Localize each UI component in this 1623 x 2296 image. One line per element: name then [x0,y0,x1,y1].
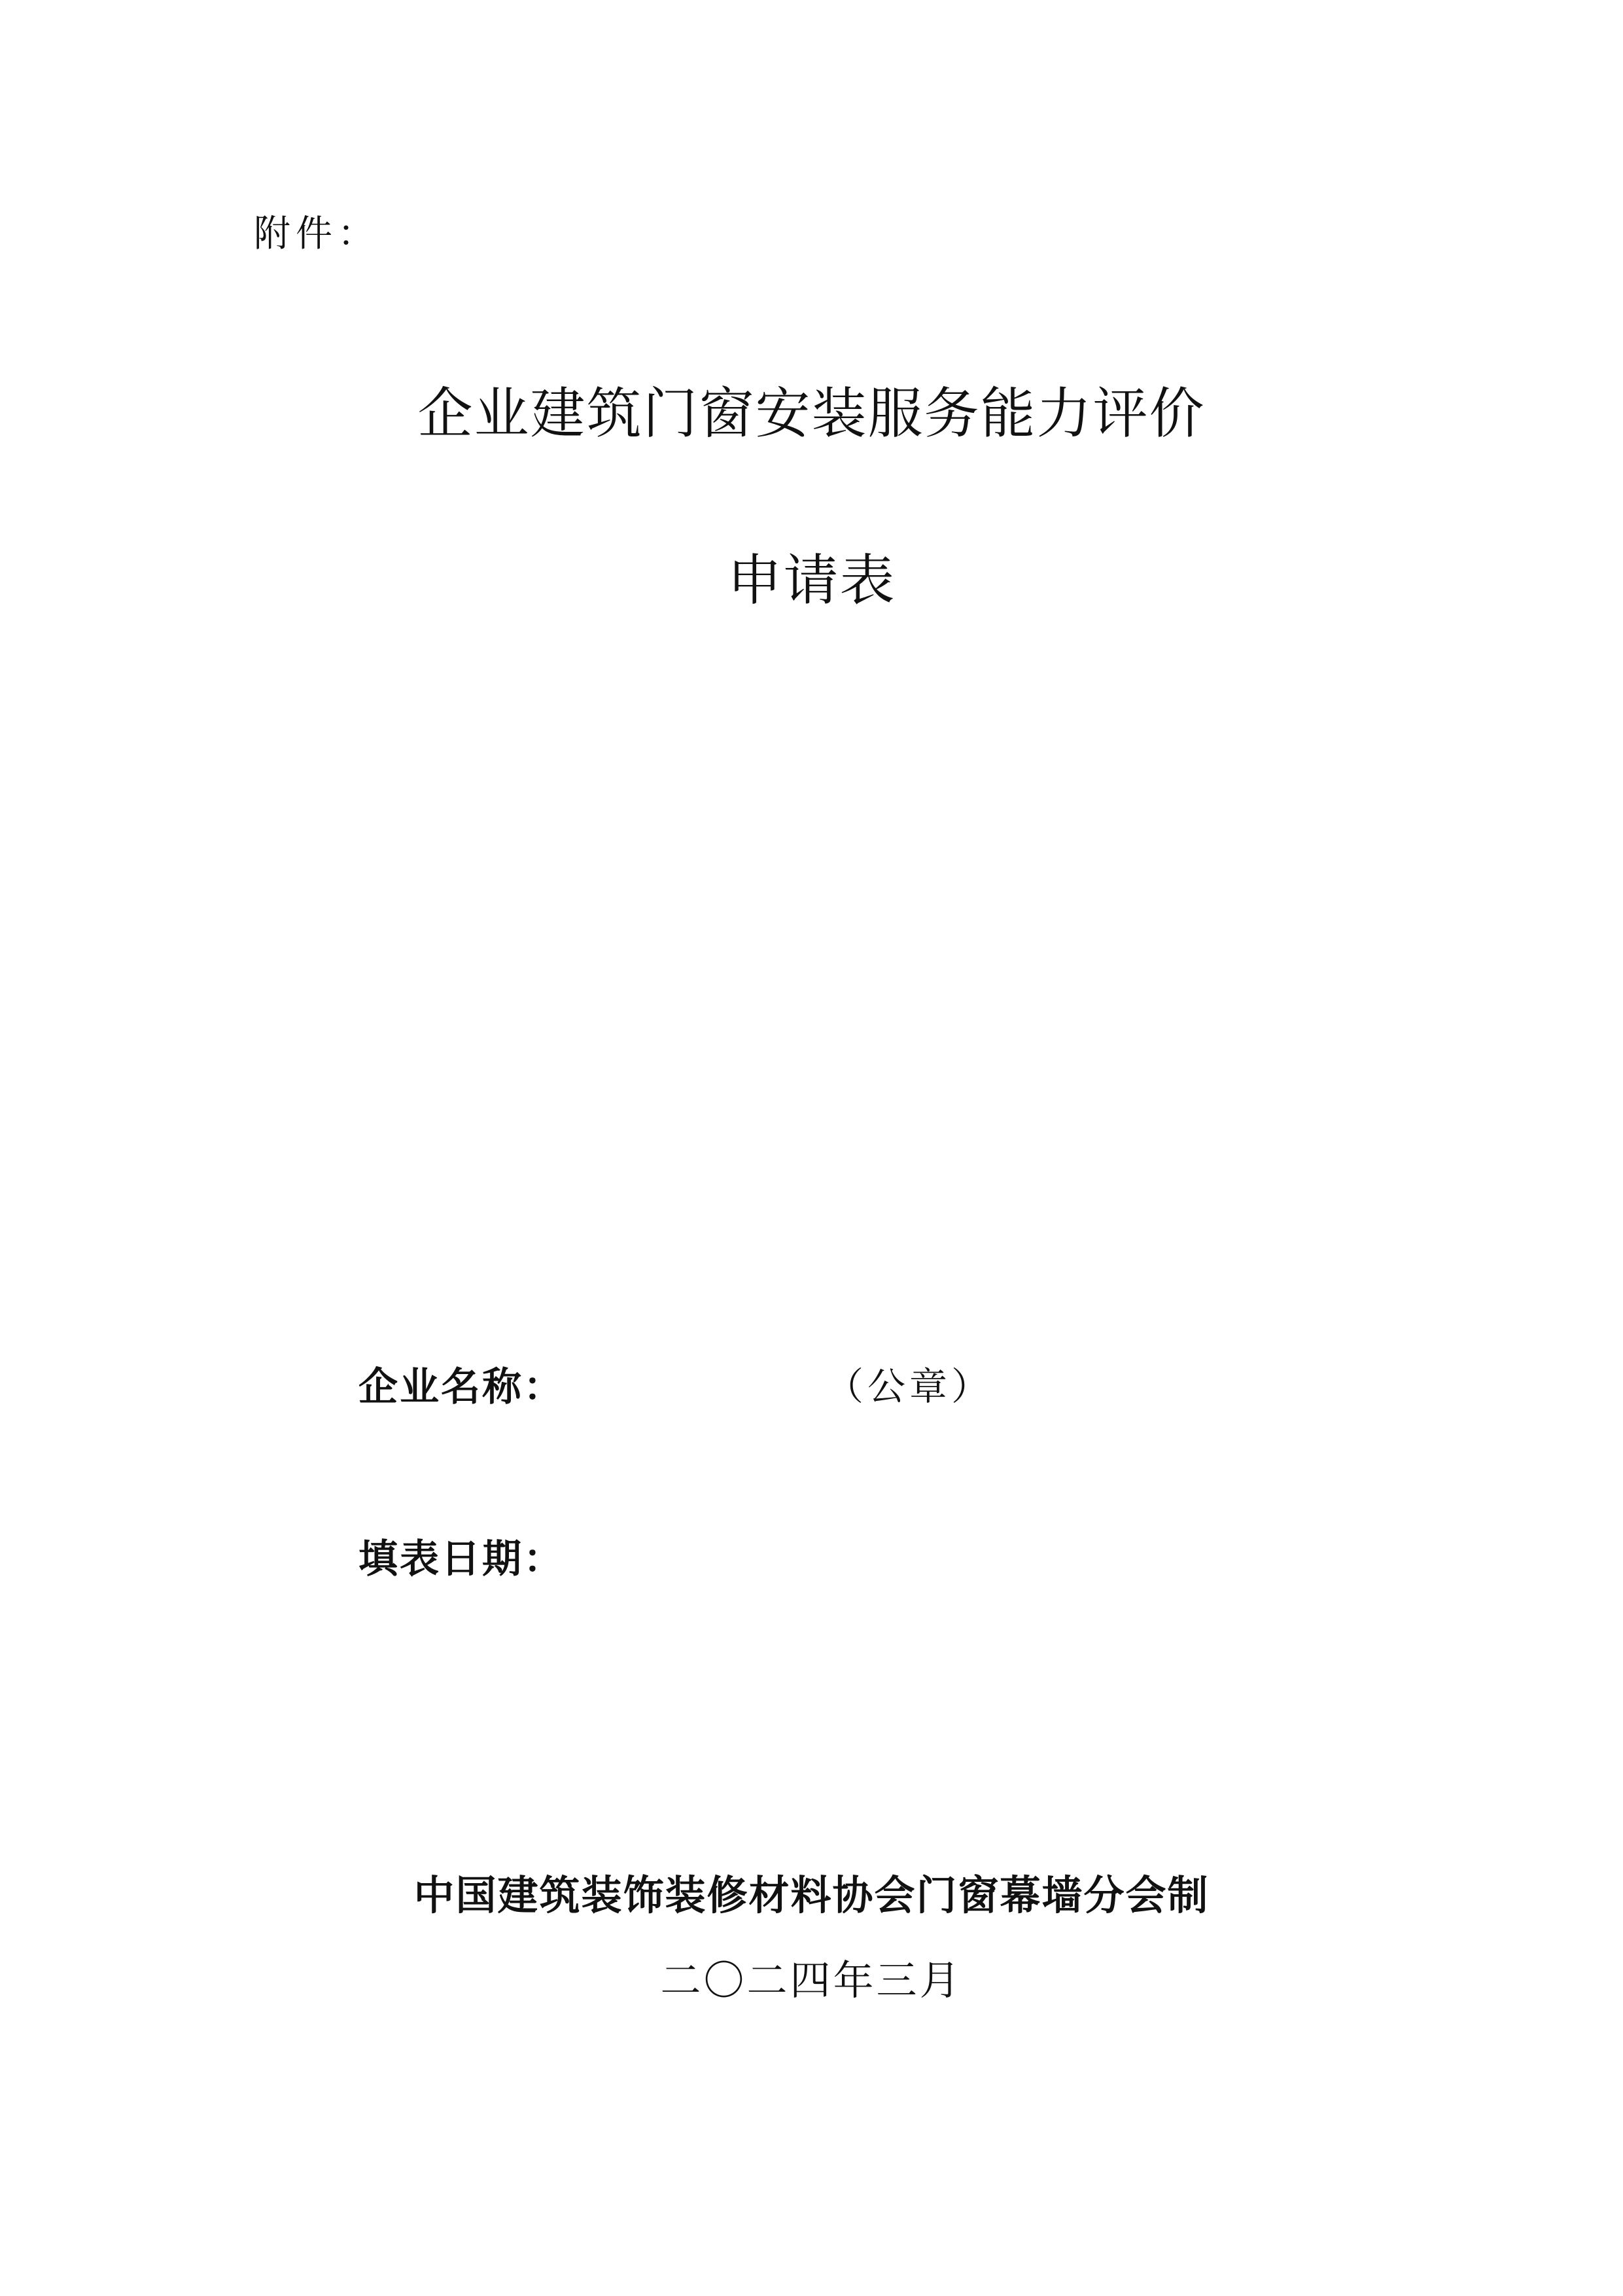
attachment-label: 附件： [254,213,379,255]
company-name-label: 企业名称： [358,1364,565,1410]
issue-date: 二〇二四年三月 [660,1956,963,2004]
document-title-line-1: 企业建筑门窗安装服务能力评价 [417,381,1206,446]
issuer-organization: 中国建筑装饰装修材料协会门窗幕墙分会制 [413,1871,1210,1919]
fill-date-label: 填表日期： [358,1536,565,1582]
document-title-line-2: 申请表 [727,548,896,612]
official-seal-note: （公章） [826,1364,994,1409]
